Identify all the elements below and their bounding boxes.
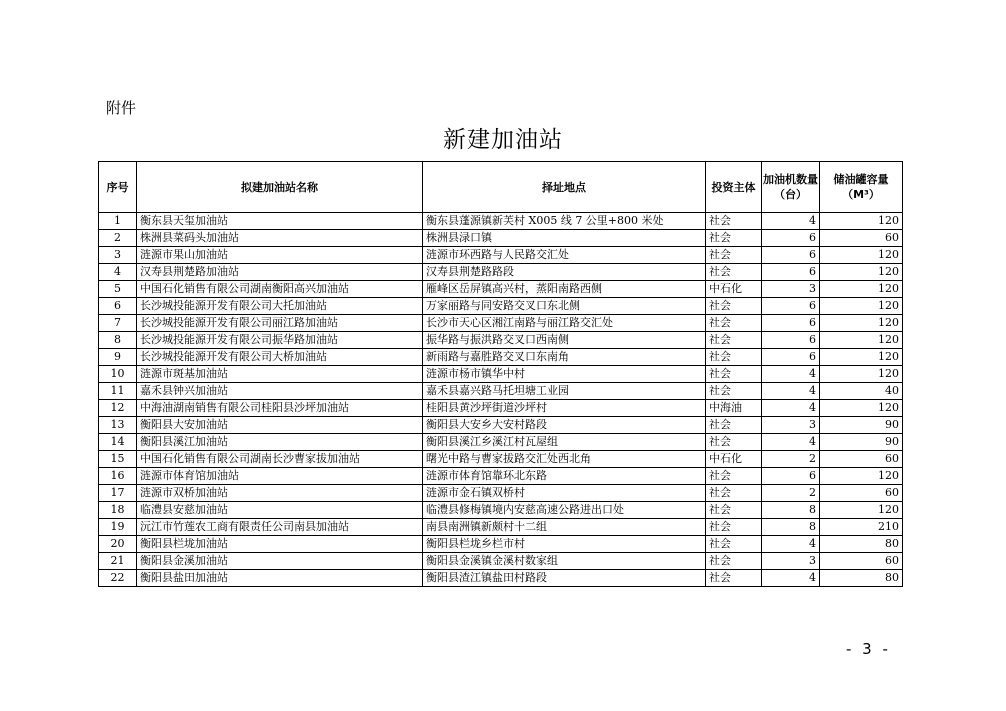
- cell-capacity: 120: [820, 247, 903, 264]
- cell-dispensers: 2: [762, 485, 820, 502]
- table-row: [99, 570, 903, 587]
- cell-name: 衡东县天玺加油站: [137, 213, 423, 230]
- cell-address: 衡阳县溪江乡溪江村瓦屋组: [423, 434, 706, 451]
- table-row: [99, 281, 903, 298]
- table-row: [99, 332, 903, 349]
- cell-capacity: 60: [820, 451, 903, 468]
- cell-investor: 中海油: [706, 400, 762, 417]
- cell-dispensers: 8: [762, 519, 820, 536]
- cell-capacity: 90: [820, 434, 903, 451]
- cell-investor: 社会: [706, 247, 762, 264]
- table-row: [99, 349, 903, 366]
- cell-name: 涟源市果山加油站: [137, 247, 423, 264]
- cell-name: 中国石化销售有限公司湖南衡阳高兴加油站: [137, 281, 423, 298]
- cell-name: 衡阳县溪江加油站: [137, 434, 423, 451]
- header-address: 择址地点: [423, 162, 706, 213]
- cell-dispensers: 4: [762, 366, 820, 383]
- table-row: [99, 400, 903, 417]
- cell-address: 涟源市体育馆靠环北东路: [423, 468, 706, 485]
- cell-address: 株洲县渌口镇: [423, 230, 706, 247]
- table-body: [99, 213, 903, 587]
- cell-name: 衡阳县栏垅加油站: [137, 536, 423, 553]
- cell-investor: 社会: [706, 417, 762, 434]
- cell-address: 长沙市天心区湘江南路与丽江路交汇处: [423, 315, 706, 332]
- cell-no: 21: [99, 553, 137, 570]
- cell-investor: 社会: [706, 264, 762, 281]
- table-row: [99, 519, 903, 536]
- cell-dispensers: 6: [762, 349, 820, 366]
- cell-dispensers: 8: [762, 502, 820, 519]
- cell-capacity: 90: [820, 417, 903, 434]
- cell-investor: 社会: [706, 315, 762, 332]
- header-investor: 投资主体: [706, 162, 762, 213]
- cell-no: 20: [99, 536, 137, 553]
- cell-dispensers: 6: [762, 264, 820, 281]
- cell-investor: 中石化: [706, 281, 762, 298]
- cell-no: 12: [99, 400, 137, 417]
- cell-investor: 社会: [706, 570, 762, 587]
- cell-capacity: 60: [820, 485, 903, 502]
- cell-no: 6: [99, 298, 137, 315]
- cell-capacity: 80: [820, 536, 903, 553]
- cell-investor: 中石化: [706, 451, 762, 468]
- cell-address: 雁峰区岳屏镇高兴村，蒸阳南路西侧: [423, 281, 706, 298]
- table-row: [99, 553, 903, 570]
- cell-address: 涟源市杨市镇华中村: [423, 366, 706, 383]
- cell-investor: 社会: [706, 383, 762, 400]
- cell-no: 1: [99, 213, 137, 230]
- cell-name: 中海油湖南销售有限公司桂阳县沙坪加油站: [137, 400, 423, 417]
- cell-capacity: 40: [820, 383, 903, 400]
- cell-investor: 社会: [706, 553, 762, 570]
- header-no: 序号: [99, 162, 137, 213]
- cell-address: 衡阳县金溪镇金溪村数家组: [423, 553, 706, 570]
- table-row: [99, 264, 903, 281]
- cell-investor: 社会: [706, 434, 762, 451]
- table-row: [99, 485, 903, 502]
- cell-dispensers: 6: [762, 230, 820, 247]
- cell-no: 19: [99, 519, 137, 536]
- header-capacity: 储油罐容量（M³）: [820, 162, 903, 213]
- cell-dispensers: 6: [762, 298, 820, 315]
- cell-name: 汉寿县荆楚路加油站: [137, 264, 423, 281]
- cell-name: 长沙城投能源开发有限公司大桥加油站: [137, 349, 423, 366]
- table-header-row: [99, 162, 903, 213]
- cell-name: 嘉禾县钟兴加油站: [137, 383, 423, 400]
- cell-capacity: 60: [820, 553, 903, 570]
- cell-dispensers: 4: [762, 213, 820, 230]
- cell-no: 5: [99, 281, 137, 298]
- cell-no: 14: [99, 434, 137, 451]
- cell-capacity: 60: [820, 230, 903, 247]
- cell-dispensers: 6: [762, 247, 820, 264]
- cell-capacity: 120: [820, 315, 903, 332]
- cell-address: 衡阳县大安乡大安村路段: [423, 417, 706, 434]
- cell-dispensers: 4: [762, 536, 820, 553]
- attachment-label: 附件: [106, 99, 137, 117]
- cell-address: 新雨路与嘉胜路交叉口东南角: [423, 349, 706, 366]
- table-row: [99, 451, 903, 468]
- cell-no: 7: [99, 315, 137, 332]
- table-row: [99, 213, 903, 230]
- cell-no: 3: [99, 247, 137, 264]
- table-row: [99, 383, 903, 400]
- cell-name: 长沙城投能源开发有限公司大托加油站: [137, 298, 423, 315]
- cell-address: 涟源市环西路与人民路交汇处: [423, 247, 706, 264]
- cell-capacity: 210: [820, 519, 903, 536]
- cell-address: 衡阳县渣江镇盐田村路段: [423, 570, 706, 587]
- cell-name: 衡阳县盐田加油站: [137, 570, 423, 587]
- cell-capacity: 120: [820, 298, 903, 315]
- cell-dispensers: 6: [762, 468, 820, 485]
- cell-capacity: 120: [820, 349, 903, 366]
- table-row: [99, 502, 903, 519]
- cell-no: 13: [99, 417, 137, 434]
- table-row: [99, 417, 903, 434]
- cell-address: 衡东县蓬源镇新芙村 X005 线 7 公里+800 米处: [423, 213, 706, 230]
- cell-dispensers: 4: [762, 570, 820, 587]
- cell-dispensers: 3: [762, 553, 820, 570]
- cell-name: 衡阳县大安加油站: [137, 417, 423, 434]
- cell-name: 长沙城投能源开发有限公司振华路加油站: [137, 332, 423, 349]
- header-dispensers: 加油机数量（台）: [762, 162, 820, 213]
- cell-capacity: 120: [820, 366, 903, 383]
- cell-name: 衡阳县金溪加油站: [137, 553, 423, 570]
- cell-no: 4: [99, 264, 137, 281]
- cell-no: 17: [99, 485, 137, 502]
- cell-no: 8: [99, 332, 137, 349]
- table-row: [99, 434, 903, 451]
- cell-no: 15: [99, 451, 137, 468]
- cell-address: 南县南洲镇新颇村十二组: [423, 519, 706, 536]
- cell-investor: 社会: [706, 349, 762, 366]
- cell-dispensers: 6: [762, 315, 820, 332]
- cell-name: 临澧县安慈加油站: [137, 502, 423, 519]
- cell-address: 振华路与振洪路交叉口西南侧: [423, 332, 706, 349]
- cell-investor: 社会: [706, 298, 762, 315]
- table-row: [99, 247, 903, 264]
- cell-capacity: 120: [820, 213, 903, 230]
- cell-dispensers: 4: [762, 383, 820, 400]
- cell-name: 中国石化销售有限公司湖南长沙曹家拔加油站: [137, 451, 423, 468]
- cell-name: 长沙城投能源开发有限公司丽江路加油站: [137, 315, 423, 332]
- cell-investor: 社会: [706, 519, 762, 536]
- cell-name: 涟源市体育馆加油站: [137, 468, 423, 485]
- cell-dispensers: 3: [762, 417, 820, 434]
- cell-address: 汉寿县荆楚路路段: [423, 264, 706, 281]
- table-row: [99, 536, 903, 553]
- cell-capacity: 120: [820, 502, 903, 519]
- table-row: [99, 298, 903, 315]
- cell-name: 涟源市双桥加油站: [137, 485, 423, 502]
- cell-capacity: 120: [820, 400, 903, 417]
- cell-address: 万家丽路与同安路交叉口东北侧: [423, 298, 706, 315]
- page-number: - 3 -: [846, 640, 891, 658]
- cell-address: 嘉禾县嘉兴路马托坦塘工业园: [423, 383, 706, 400]
- cell-address: 曙光中路与曹家拔路交汇处西北角: [423, 451, 706, 468]
- cell-investor: 社会: [706, 213, 762, 230]
- cell-investor: 社会: [706, 485, 762, 502]
- cell-capacity: 120: [820, 332, 903, 349]
- cell-address: 临澧县修梅镇境内安慈高速公路进出口处: [423, 502, 706, 519]
- cell-no: 16: [99, 468, 137, 485]
- cell-capacity: 120: [820, 468, 903, 485]
- cell-address: 涟源市金石镇双桥村: [423, 485, 706, 502]
- cell-dispensers: 2: [762, 451, 820, 468]
- document-title: 新建加油站: [443, 127, 563, 153]
- table-row: [99, 468, 903, 485]
- cell-capacity: 120: [820, 281, 903, 298]
- gas-station-table: [98, 161, 903, 587]
- cell-dispensers: 4: [762, 434, 820, 451]
- cell-investor: 社会: [706, 332, 762, 349]
- cell-no: 22: [99, 570, 137, 587]
- cell-investor: 社会: [706, 468, 762, 485]
- cell-no: 2: [99, 230, 137, 247]
- cell-dispensers: 4: [762, 400, 820, 417]
- cell-name: 涟源市斑基加油站: [137, 366, 423, 383]
- cell-dispensers: 3: [762, 281, 820, 298]
- cell-name: 沅江市竹莲农工商有限责任公司南县加油站: [137, 519, 423, 536]
- cell-investor: 社会: [706, 230, 762, 247]
- cell-no: 18: [99, 502, 137, 519]
- cell-investor: 社会: [706, 502, 762, 519]
- cell-investor: 社会: [706, 366, 762, 383]
- table-row: [99, 315, 903, 332]
- cell-no: 10: [99, 366, 137, 383]
- cell-capacity: 80: [820, 570, 903, 587]
- cell-capacity: 120: [820, 264, 903, 281]
- cell-dispensers: 6: [762, 332, 820, 349]
- cell-name: 株洲县菜码头加油站: [137, 230, 423, 247]
- cell-no: 9: [99, 349, 137, 366]
- cell-investor: 社会: [706, 536, 762, 553]
- table-row: [99, 366, 903, 383]
- cell-address: 衡阳县栏垅乡栏市村: [423, 536, 706, 553]
- cell-address: 桂阳县黄沙坪街道沙坪村: [423, 400, 706, 417]
- table-row: [99, 230, 903, 247]
- cell-no: 11: [99, 383, 137, 400]
- header-name: 拟建加油站名称: [137, 162, 423, 213]
